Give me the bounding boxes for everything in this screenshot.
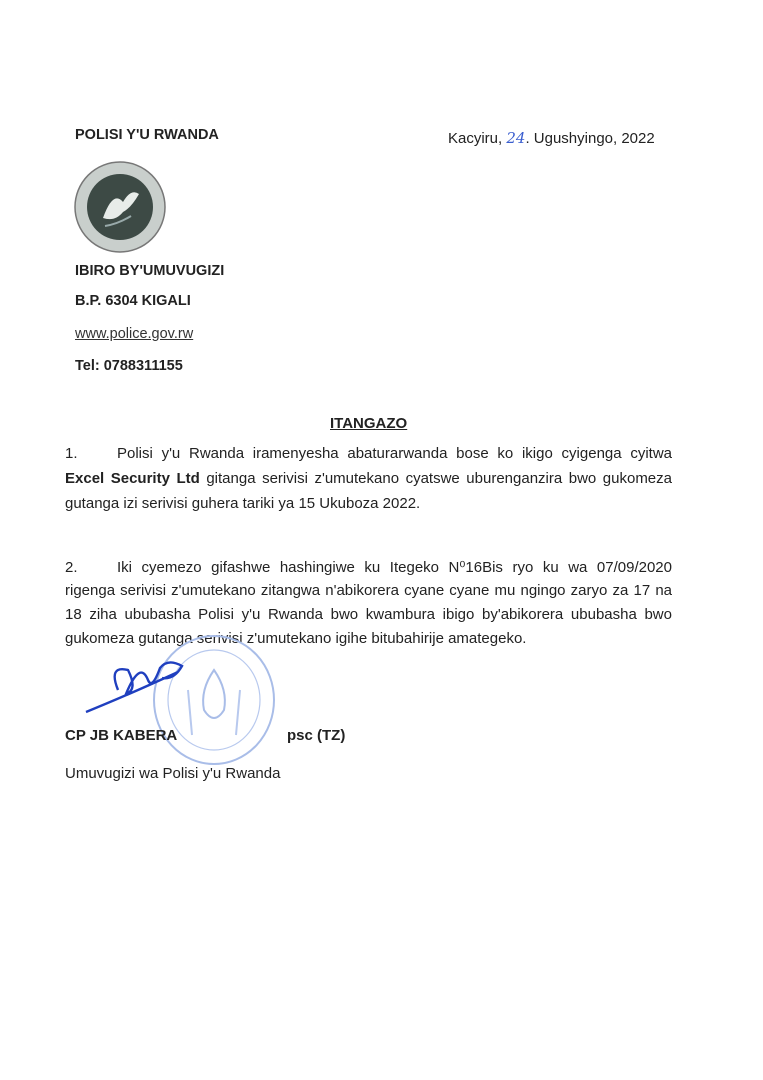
paragraph-line: rigenga serivisi z'umutekano zitangwa n'abikorera cyane cyane mu ngingo zaryo za 17 na [65,582,672,599]
paragraph-line: Polisi y'u Rwanda iramenyesha abaturarwanda bose ko ikigo cyigenga cyitwa [117,445,672,462]
signatory-suffix: psc (TZ) [287,727,346,744]
website-link[interactable]: www.police.gov.rw [75,326,194,342]
paragraph-line: gutanga izi serivisi guhera tariki ya 15 Ukuboza 2022. [65,495,421,512]
office-name: IBIRO BY'UMUVUGIZI [75,263,225,279]
signatory-role: Umuvugizi wa Polisi y'u Rwanda [65,765,281,782]
paragraph-line: Iki cyemezo gifashwe hashingiwe ku Itegeko N⁰16Bis ryo ku wa 07/09/2020 [117,559,672,576]
org-name: POLISI Y'U RWANDA [75,127,219,143]
company-name: Excel Security Ltd [65,470,200,487]
handwritten-signature [78,650,198,720]
date-prefix: Kacyiru, [448,130,503,147]
paragraph-number: 1. [65,445,78,462]
telephone: Tel: 0788311155 [75,358,183,374]
po-box: B.P. 6304 KIGALI [75,293,191,309]
police-seal-logo [73,160,167,254]
date-suffix: . Ugushyingo, 2022 [525,130,655,147]
paragraph-line: gukomeza gutanga serivisi z'umutekano igihe bitubahirije amategeko. [65,630,527,647]
signatory-name: CP JB KABERA [65,727,178,744]
paragraph-line: gitanga serivisi z'umutekano cyatswe uburenganzira bwo gukomeza [206,470,672,487]
letter-date [448,129,655,147]
paragraph-line: 18 ziha ububasha Polisi y'u Rwanda bwo kwambura ibigo by'abikorera ububasha bwo [65,606,672,623]
date-day-handwritten: 24 [506,129,526,147]
paragraph-number: 2. [65,559,78,576]
notice-title: ITANGAZO [330,415,408,432]
